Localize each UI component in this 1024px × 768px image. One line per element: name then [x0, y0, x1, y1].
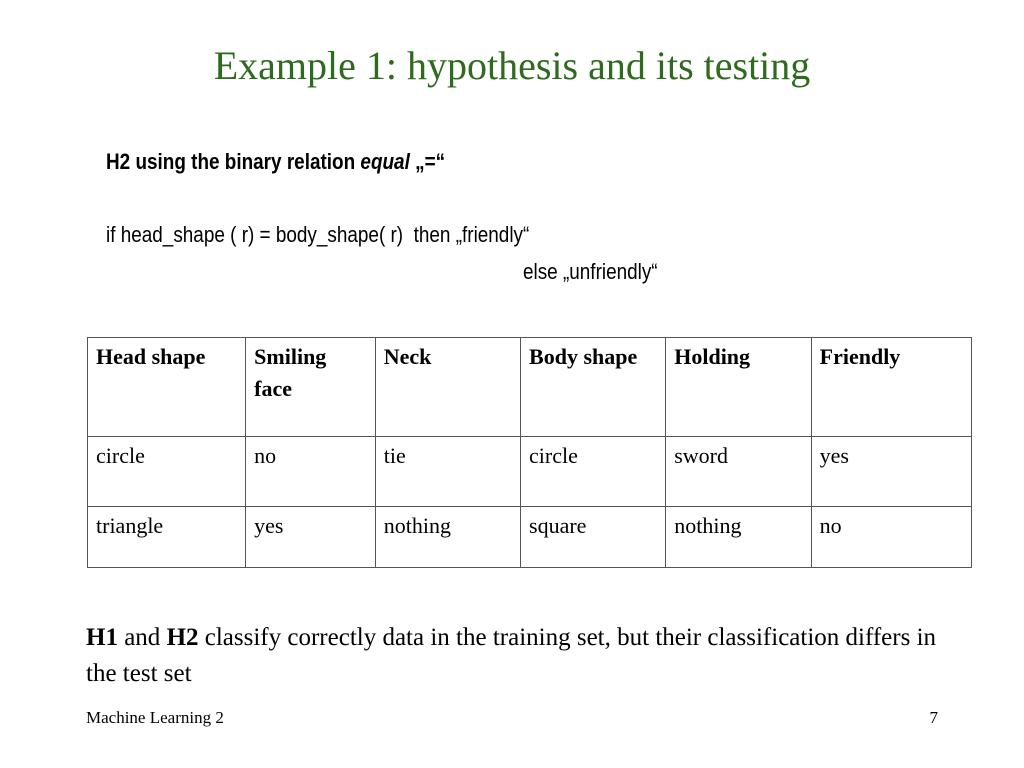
rule-else-line: else „unfriendly“: [523, 259, 658, 284]
table-cell: sword: [666, 437, 811, 507]
header-friendly: Friendly: [811, 338, 971, 437]
heading-emphasis: equal: [360, 149, 410, 174]
heading-prefix: H2 using the binary relation: [106, 149, 361, 174]
footer-course: Machine Learning 2: [86, 708, 224, 727]
header-neck: Neck: [375, 338, 520, 437]
hypothesis-heading: [106, 147, 445, 177]
table-cell: circle: [521, 437, 666, 507]
table-cell: no: [811, 507, 971, 568]
header-head-shape: Head shape: [88, 338, 246, 437]
table-cell: yes: [246, 507, 376, 568]
conclusion-and: and: [117, 624, 167, 651]
heading-suffix: „=“: [409, 149, 446, 174]
test-data-table: [87, 337, 972, 568]
table-cell: nothing: [666, 507, 811, 568]
conclusion-h1: H1: [86, 624, 118, 651]
table-row: [88, 437, 972, 507]
rule-if-line: if head_shape ( r) = body_shape( r) then „friendly“: [106, 222, 530, 247]
table-cell: square: [521, 507, 666, 568]
conclusion-h2: H2: [166, 624, 199, 651]
header-holding: Holding: [666, 338, 811, 437]
table-header-row: [88, 338, 972, 437]
conclusion-text: [86, 620, 946, 692]
header-smiling-face: Smiling face: [246, 338, 376, 437]
table-cell: no: [246, 437, 376, 507]
footer-page-number: 7: [929, 708, 938, 727]
table-cell: yes: [811, 437, 971, 507]
table-cell: tie: [375, 437, 520, 507]
slide-title: Example 1: hypothesis and its testing: [213, 43, 811, 88]
table-cell: circle: [88, 437, 246, 507]
table-cell: triangle: [88, 507, 246, 568]
table-row: [88, 507, 972, 568]
table-cell: nothing: [375, 507, 520, 568]
conclusion-body: classify correctly data in the training set, but their classification differs in the test set: [86, 624, 937, 687]
header-body-shape: Body shape: [521, 338, 666, 437]
